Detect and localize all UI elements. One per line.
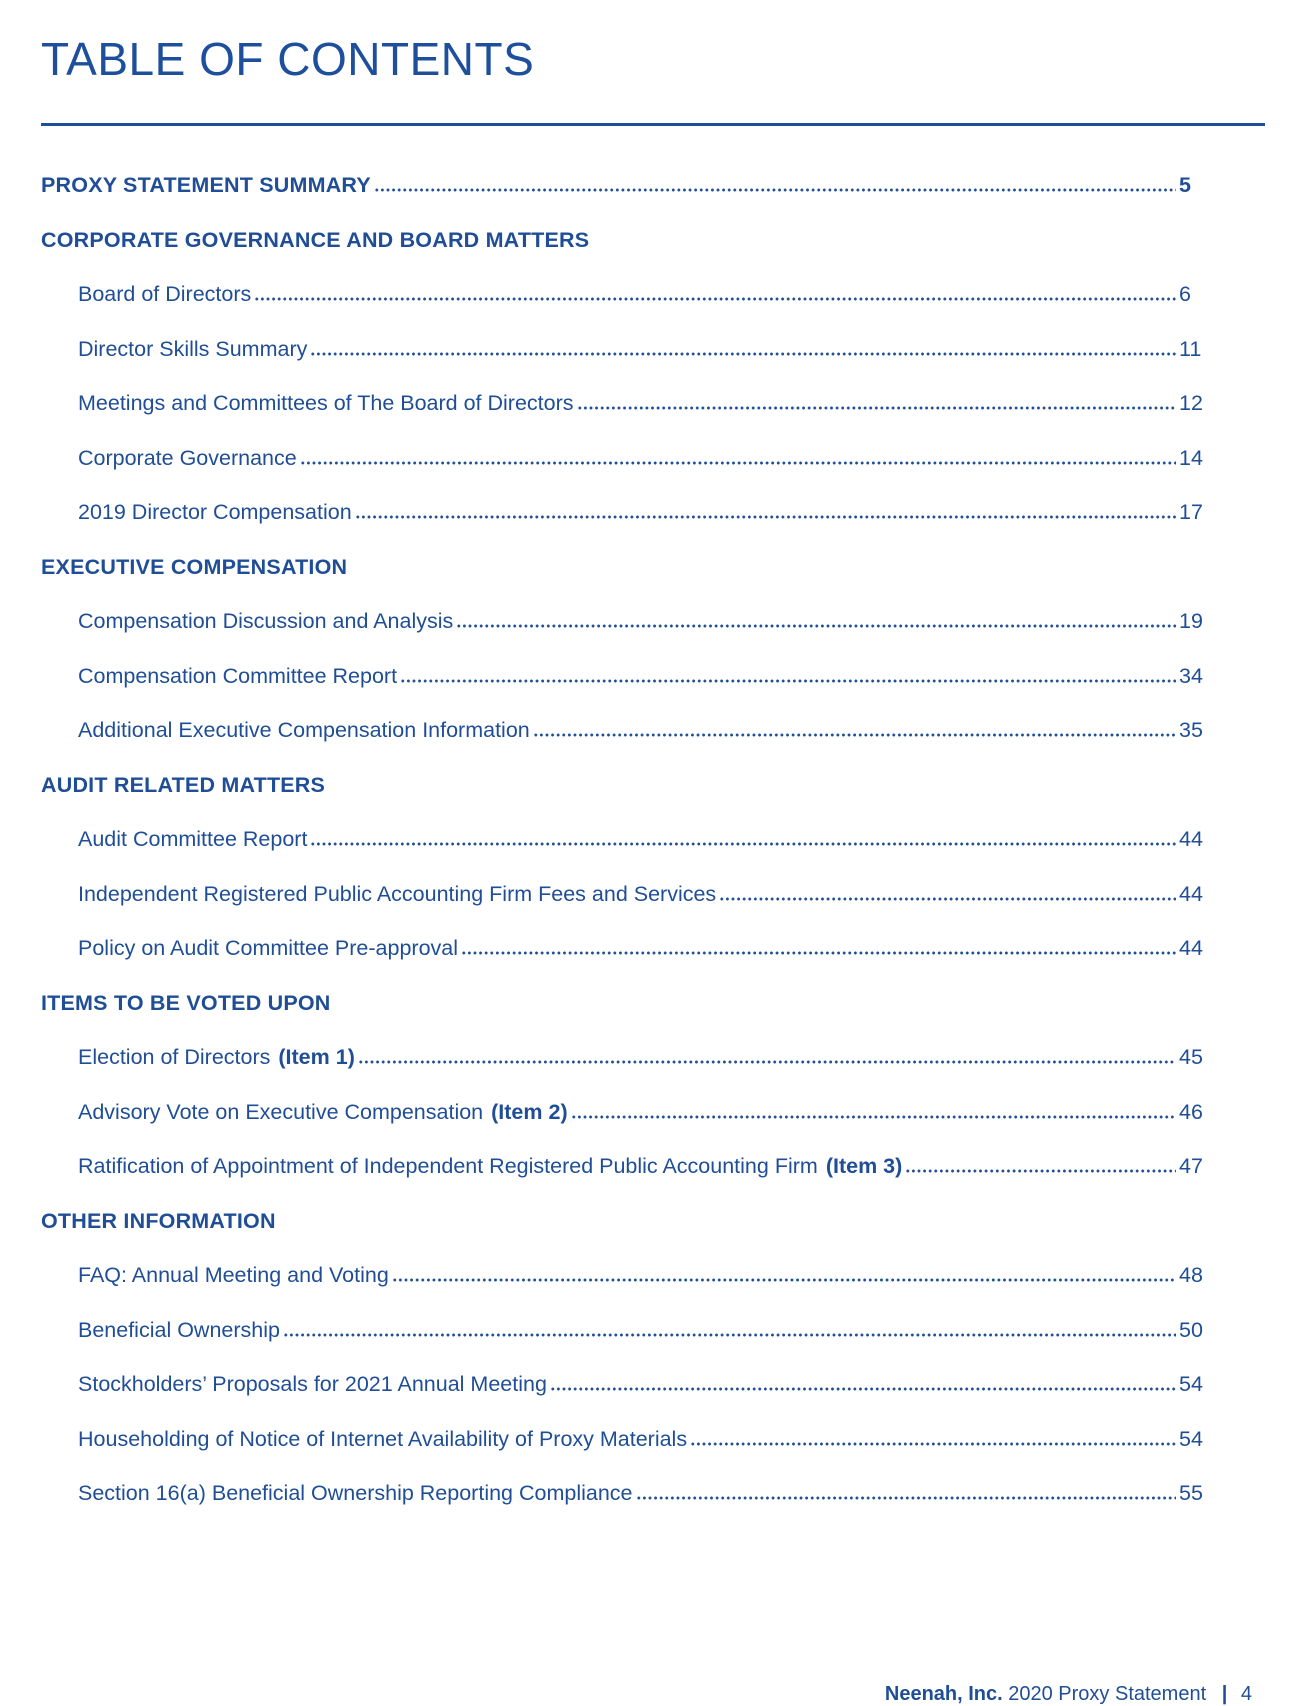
toc-page-number: 47 [1179,1154,1203,1178]
toc-entry-label: 2019 Director Compensation [78,500,352,524]
toc-dot-leader [577,388,1176,418]
toc-dot-leader [456,606,1176,636]
toc-entry-item-tag: (Item 2) [491,1099,568,1124]
toc-entry[interactable] [41,1151,1205,1206]
toc-entry-label: Ratification of Appointment of Independent Registered Public Accounting Firm [78,1154,818,1178]
toc-entry[interactable] [41,1260,1205,1315]
toc-page-number: 54 [1179,1372,1203,1396]
toc-entry[interactable] [41,715,1205,770]
toc-entry-label: Section 16(a) Beneficial Ownership Reporting Compliance [78,1481,633,1505]
toc-page-number: 6 [1179,282,1191,306]
toc-entry[interactable] [41,879,1205,934]
toc-dot-leader [690,1424,1176,1454]
toc-section-heading [41,552,1205,607]
toc-entry[interactable] [41,497,1205,552]
toc-entry-label: Policy on Audit Committee Pre-approval [78,936,459,960]
toc-entry-label: Beneficial Ownership [78,1317,280,1342]
toc-entry[interactable] [41,1478,1205,1533]
toc-page-number: 54 [1179,1426,1203,1451]
toc-page-number: 35 [1179,718,1203,742]
toc-section-heading [41,225,1205,280]
footer-page-number: 4 [1240,1683,1252,1705]
toc-section-label: PROXY STATEMENT SUMMARY [41,173,371,197]
toc-dot-leader [533,715,1176,745]
toc-dot-leader [636,1478,1176,1508]
toc-entry[interactable] [41,443,1205,498]
toc-entry-label: Stockholders’ Proposals for 2021 Annual Meeting [78,1372,547,1396]
toc-dot-leader [461,933,1176,963]
toc-dot-leader [310,824,1176,854]
toc-dot-leader [358,1042,1176,1072]
page-title: TABLE OF CONTENTS [41,33,535,85]
toc-page-number: 46 [1179,1099,1203,1124]
toc-page-number: 44 [1179,936,1203,960]
toc-dot-leader [283,1315,1176,1345]
title-divider [41,123,1265,126]
toc-entry[interactable] [41,279,1205,334]
toc-entry[interactable] [41,334,1205,389]
toc-entry-item-tag: (Item 3) [825,1154,903,1178]
toc-page-number: 44 [1179,827,1203,851]
toc-entry-label: FAQ: Annual Meeting and Voting [78,1263,389,1287]
footer-company: Neenah, Inc. [884,1683,1003,1705]
toc-entry-label: Meetings and Committees of The Board of Directors [78,391,574,415]
table-of-contents [41,170,1205,1533]
toc-page-number: 11 [1179,336,1202,361]
page-footer [885,1683,1252,1706]
toc-entry[interactable] [41,388,1205,443]
toc-section-heading[interactable] [41,170,1205,225]
toc-entry-label: Advisory Vote on Executive Compensation [78,1099,484,1124]
toc-page-number: 14 [1179,445,1203,470]
toc-dot-leader [392,1260,1176,1290]
toc-dot-leader [571,1097,1176,1127]
toc-entry-item-tag: (Item 1) [278,1045,355,1069]
toc-page-number: 5 [1179,173,1192,197]
toc-section-label: AUDIT RELATED MATTERS [41,772,326,797]
toc-entry[interactable] [41,933,1205,988]
toc-entry[interactable] [41,1097,1205,1152]
toc-entry-label: Corporate Governance [78,445,297,470]
toc-section-label: OTHER INFORMATION [41,1208,276,1233]
toc-page-number: 45 [1179,1045,1203,1069]
toc-page-number: 44 [1179,881,1203,906]
toc-dot-leader [905,1151,1176,1181]
toc-section-heading [41,770,1205,825]
toc-entry-label: Additional Executive Compensation Information [78,718,530,742]
toc-entry[interactable] [41,1369,1205,1424]
footer-separator: | [1221,1683,1228,1705]
toc-page-number: 17 [1179,500,1203,524]
toc-entry-label: Compensation Committee Report [78,663,398,688]
toc-page-number: 34 [1179,663,1203,688]
toc-entry[interactable] [41,1315,1205,1370]
toc-entry[interactable] [41,824,1205,879]
toc-dot-leader [355,497,1176,527]
toc-section-label: CORPORATE GOVERNANCE AND BOARD MATTERS [41,227,590,252]
toc-dot-leader [300,443,1176,473]
toc-dot-leader [374,170,1176,200]
toc-entry-label: Compensation Discussion and Analysis [78,609,454,633]
toc-entry-label: Independent Registered Public Accounting Firm Fees and Services [78,881,717,906]
toc-dot-leader [310,334,1176,364]
toc-dot-leader [400,661,1176,691]
toc-section-label: EXECUTIVE COMPENSATION [41,554,348,579]
toc-section-label: ITEMS TO BE VOTED UPON [41,990,331,1015]
toc-entry[interactable] [41,1042,1205,1097]
toc-page-number: 48 [1179,1263,1203,1287]
toc-page-number: 12 [1179,391,1203,415]
toc-dot-leader [550,1369,1176,1399]
toc-dot-leader [254,279,1176,309]
toc-entry[interactable] [41,1424,1205,1479]
toc-entry-label: Householding of Notice of Internet Availability of Proxy Materials [78,1426,688,1451]
toc-page-number: 55 [1179,1481,1203,1505]
toc-entry-label: Board of Directors [78,282,252,306]
toc-entry-label: Election of Directors [78,1045,271,1069]
toc-entry[interactable] [41,606,1205,661]
toc-section-heading [41,988,1205,1043]
toc-page-number: 19 [1179,609,1203,633]
toc-entry-label: Director Skills Summary [78,336,308,361]
toc-section-heading [41,1206,1205,1261]
toc-dot-leader [719,879,1176,909]
toc-entry-label: Audit Committee Report [78,827,308,851]
footer-document-title: 2020 Proxy Statement [1008,1683,1207,1705]
toc-entry[interactable] [41,661,1205,716]
toc-page-number: 50 [1179,1317,1203,1342]
